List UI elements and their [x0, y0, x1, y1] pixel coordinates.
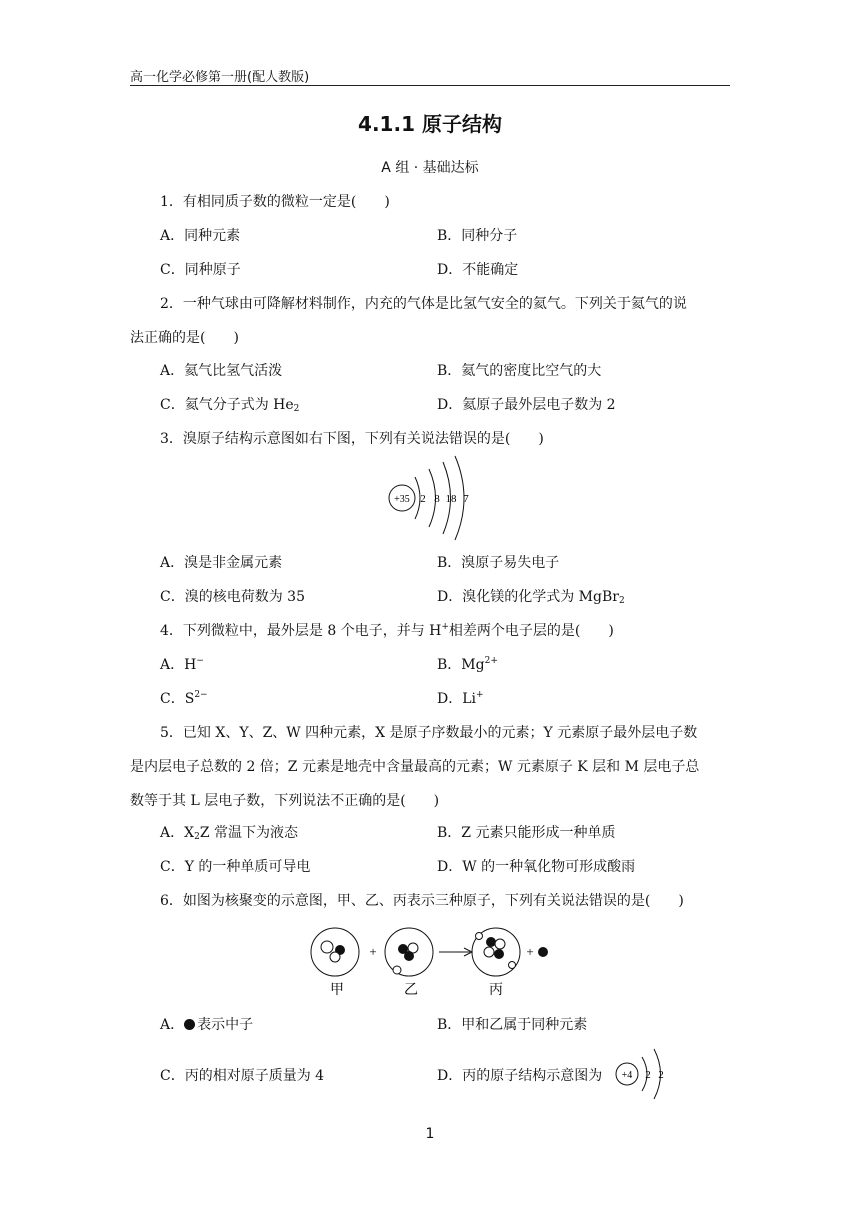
question-5-stem-line3: 数等于其 L 层电子数，下列说法不正确的是( ) — [130, 793, 440, 809]
q5-option-c: C．Y 的一种单质可导电 — [160, 859, 311, 875]
q2-option-a: A．氦气比氢气活泼 — [160, 363, 283, 379]
nucleus-charge: +4 — [621, 1070, 633, 1081]
q3-option-d: D．溴化镁的化学式为 MgBr$_2$ — [437, 589, 625, 606]
q2-option-d: D．氦原子最外层电子数为 2 — [437, 397, 616, 413]
nucleus-charge: +35 — [394, 494, 410, 505]
q1-option-a: A．同种元素 — [160, 228, 241, 244]
q6-option-c: C．丙的相对原子质量为 4 — [160, 1068, 325, 1084]
q6-option-a: A． 表示中子 — [160, 1017, 254, 1033]
plus-sign-1: + — [369, 944, 377, 959]
helium-atom-structure-diagram — [612, 1045, 670, 1103]
filled-circle-icon — [184, 1019, 195, 1030]
q3-option-c: C．溴的核电荷数为 35 — [160, 589, 305, 605]
q4-option-d: D．Li+ — [437, 690, 484, 707]
bromine-atom-structure-diagram — [385, 455, 475, 543]
q4-option-c: C．$S^{2-}$ — [160, 690, 208, 707]
plus-sign-2: + — [526, 944, 534, 959]
q2-option-b: B．氦气的密度比空气的大 — [437, 363, 602, 379]
label-bing: 丙 — [489, 983, 503, 998]
atom-bing — [472, 928, 520, 976]
question-2-stem-line1: 2．一种气球由可降解材料制作，内充的气体是比氢气安全的氦气。下列关于氦气的说 — [160, 296, 687, 312]
q6-option-d: D．丙的原子结构示意图为 — [437, 1068, 603, 1084]
section-heading: A 组 · 基础达标 — [381, 160, 479, 176]
label-jia: 甲 — [330, 983, 344, 998]
q6-option-b: B．甲和乙属于同种元素 — [437, 1017, 588, 1033]
page-title: 4.1.1 原子结构 — [358, 112, 502, 136]
shell-electrons-1: 2 — [420, 493, 426, 505]
question-2-stem-line2: 法正确的是( ) — [130, 330, 239, 346]
header-text: 高一化学必修第一册(配人教版) — [130, 70, 310, 85]
shell-electrons-1: 2 — [645, 1069, 651, 1081]
q5-option-a: A．$X_2Z$ 常温下为液态 — [160, 825, 298, 842]
question-3-stem: 3．溴原子结构示意图如右下图，下列有关说法错误的是( ) — [160, 431, 544, 447]
q4-option-a: A．H− — [160, 656, 204, 673]
question-5-stem-line2: 是内层电子总数的 2 倍；Z 元素是地壳中含量最高的元素；W 元素原子 K 层和 M 层电子总 — [130, 759, 700, 775]
q3-option-b: B．溴原子易失电子 — [437, 555, 560, 571]
nuclear-fusion-diagram — [305, 920, 565, 1002]
header-divider — [130, 85, 730, 86]
q1-option-c: C．同种原子 — [160, 262, 241, 278]
shell-electrons-2: 8 — [434, 493, 440, 505]
q4-option-b: B．$Mg^{2+}$ — [437, 656, 498, 673]
atom-jia — [311, 928, 359, 976]
question-1-stem: 1．有相同质子数的微粒一定是( ) — [160, 194, 390, 210]
shell-electrons-2: 2 — [658, 1069, 664, 1081]
q5-option-d: D．W 的一种氧化物可形成酸雨 — [437, 859, 636, 875]
question-5-stem-line1: 5．已知 X、Y、Z、W 四种元素，X 是原子序数最小的元素；Y 元素原子最外层电子数 — [160, 725, 698, 741]
shell-electrons-4: 7 — [463, 493, 469, 505]
atom-yi — [385, 928, 433, 976]
q1-option-b: B．同种分子 — [437, 228, 518, 244]
page-number: 1 — [425, 1126, 435, 1142]
question-4-stem: 4．下列微粒中，最外层是 8 个电子，并与 H+相差两个电子层的是( ) — [160, 622, 614, 639]
q1-option-d: D．不能确定 — [437, 262, 519, 278]
shell-electrons-3: 18 — [445, 493, 457, 505]
question-6-stem: 6．如图为核聚变的示意图，甲、乙、丙表示三种原子，下列有关说法错误的是( ) — [160, 893, 684, 909]
q3-option-a: A．溴是非金属元素 — [160, 555, 283, 571]
q5-option-b: B．Z 元素只能形成一种单质 — [437, 825, 616, 841]
released-neutron — [538, 947, 548, 957]
q2-option-c: C．氦气分子式为 $He_2$ — [160, 397, 300, 414]
label-yi: 乙 — [404, 983, 418, 998]
shell-arc-1 — [415, 477, 420, 519]
